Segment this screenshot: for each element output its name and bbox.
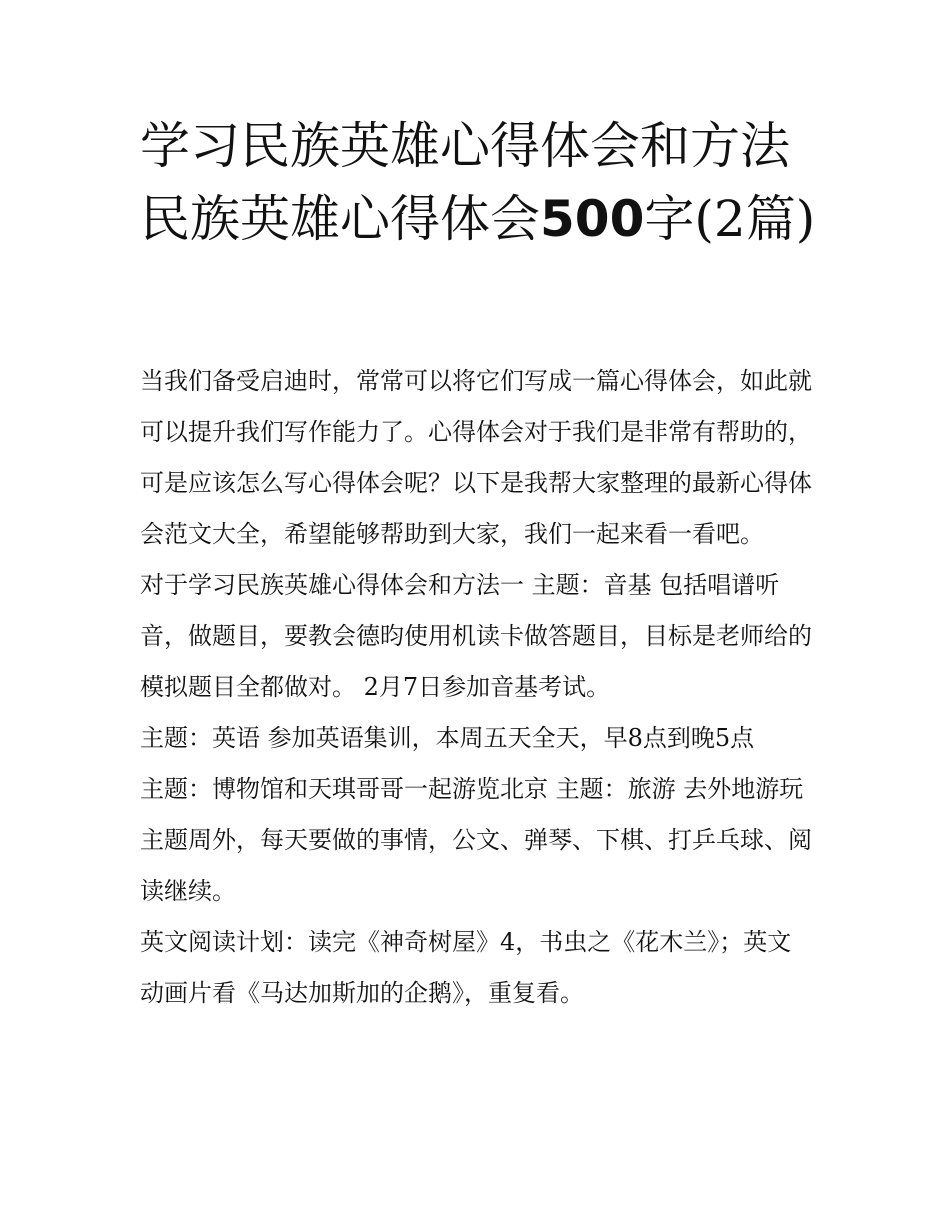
paragraph-reading-plan: 英文阅读计划：读完《神奇树屋》4，书虫之《花木兰》；英文动画片看《马达加斯加的企鹅》，重复看。 — [140, 928, 792, 1007]
title-suffix: 字(2篇) — [644, 190, 816, 248]
title-text: 学习民族英雄心得体会和方法民族英雄心得体会 — [140, 117, 790, 248]
paragraph-music-theory: 对于学习民族英雄心得体会和方法一 主题：音基 包括唱谱听音，做题目，要教会德昀使用机读卡做答题目，目标是老师给的模拟题目全都做对。 2月7日参加音基考试。 — [140, 571, 812, 701]
title-number: 500 — [540, 190, 645, 248]
paragraph-intro: 当我们备受启迪时，常常可以将它们写成一篇心得体会，如此就可以提升我们写作能力了。心得体会对于我们是非常有帮助的，可是应该怎么写心得体会呢？以下是我帮大家整理的最新心得体会范文大全，希望能够帮助到大家，我们一起来看一看吧。 — [140, 367, 812, 548]
paragraph-daily-tasks: 主题周外，每天要做的事情，公文、弹琴、下棋、打乒乓球、阅读继续。 — [140, 826, 812, 905]
document-title — [140, 110, 820, 256]
paragraph-museum-travel: 主题：博物馆和天琪哥哥一起游览北京 主题：旅游 去外地游玩 — [140, 775, 804, 803]
paragraph-english: 主题：英语 参加英语集训，本周五天全天，早8点到晚5点 — [140, 724, 755, 752]
document-body — [140, 356, 815, 1019]
